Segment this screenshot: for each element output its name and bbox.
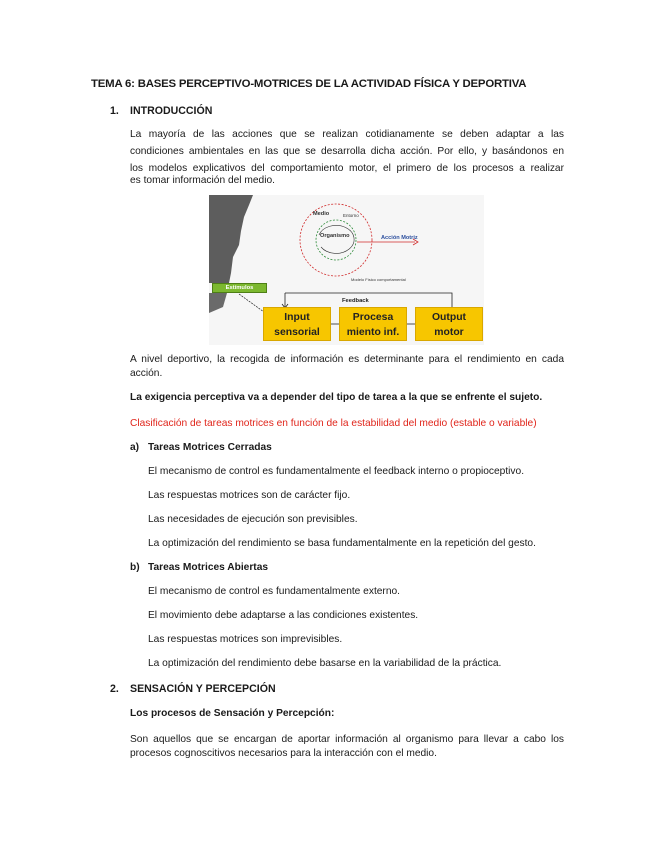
open-task-item: La optimización del rendimiento debe basarse en la variabilidad de la práctica. bbox=[148, 658, 502, 669]
intro-line-3: los modelos explicativos del comportamiento motor, el primero de los procesos a realizar bbox=[130, 163, 564, 174]
box-3-line-2: motor bbox=[434, 327, 464, 338]
closed-task-item: La optimización del rendimiento se basa fundamentalmente en la repetición del gesto. bbox=[148, 538, 536, 549]
closed-tasks-title: Tareas Motrices Cerradas bbox=[148, 442, 272, 453]
intro-line-2: condiciones ambientales en las que se desarrolla dicha acción. Por ello, y basándonos en bbox=[130, 146, 564, 157]
closed-tasks-heading bbox=[130, 442, 272, 453]
section-2-title: SENSACIÓN Y PERCEPCIÓN bbox=[130, 683, 276, 695]
box-2-line-2: miento inf. bbox=[346, 327, 400, 338]
after-figure-line-2: acción. bbox=[130, 368, 163, 379]
label-organismo: Organismo bbox=[320, 233, 350, 239]
procesamiento-box bbox=[339, 307, 407, 341]
section-1-number: 1. bbox=[110, 105, 119, 117]
section-2-number: 2. bbox=[110, 683, 119, 695]
open-tasks-title: Tareas Motrices Abiertas bbox=[148, 562, 269, 573]
box-1-line-2: sensorial bbox=[274, 327, 320, 338]
section-2-subheading: Los procesos de Sensación y Percepción: bbox=[130, 708, 335, 719]
open-task-item: El movimiento debe adaptarse a las condiciones existentes. bbox=[148, 610, 419, 621]
open-tasks-letter: b) bbox=[130, 562, 140, 573]
closed-task-item: Las respuestas motrices son de carácter fijo. bbox=[148, 490, 351, 501]
silhouette-shape-lower bbox=[209, 293, 227, 313]
section-2-line-1: Son aquellos que se encargan de aportar información al organismo para llevar a cabo los bbox=[130, 734, 564, 745]
box-2-line-1: Procesa bbox=[352, 312, 394, 323]
document-title: TEMA 6: BASES PERCEPTIVO-MOTRICES DE LA ACTIVIDAD FÍSICA Y DEPORTIVA bbox=[91, 78, 527, 90]
cycle-arrow bbox=[319, 225, 354, 253]
open-tasks-heading bbox=[130, 562, 268, 573]
red-classification-statement: Clasificación de tareas motrices en función de la estabilidad del medio (estable o variable) bbox=[130, 418, 537, 429]
estimulos-arrow bbox=[239, 294, 264, 312]
medio-circle bbox=[300, 204, 372, 276]
closed-task-item: Las necesidades de ejecución son previsibles. bbox=[148, 514, 358, 525]
estimulos-box: Estímulos bbox=[212, 283, 267, 293]
open-task-item: El mecanismo de control es fundamentalmente externo. bbox=[148, 586, 400, 597]
label-figure-caption: Modelo Físico comportamental bbox=[351, 277, 406, 282]
intro-line-4: es tomar información del medio. bbox=[130, 175, 275, 186]
section-1-title: INTRODUCCIÓN bbox=[130, 105, 213, 117]
open-task-item: Las respuestas motrices son imprevisibles. bbox=[148, 634, 343, 645]
label-medio: Medio bbox=[313, 211, 330, 217]
label-accion-motriz: Acción Motriz bbox=[381, 235, 418, 241]
section-2-line-2: procesos cognoscitivos necesarios para la interacción con el medio. bbox=[130, 748, 437, 759]
closed-task-item: El mecanismo de control es fundamentalmente el feedback interno o propioceptivo. bbox=[148, 466, 525, 477]
input-sensorial-box bbox=[263, 307, 331, 341]
box-1-line-1: Input bbox=[284, 312, 310, 323]
label-entorno: Entorno bbox=[343, 213, 359, 218]
bold-statement: La exigencia perceptiva va a depender del tipo de tarea a la que se enfrente el sujeto. bbox=[130, 392, 543, 403]
silhouette-shape bbox=[209, 195, 253, 283]
perceptive-motor-model-figure bbox=[209, 195, 484, 345]
feedback-label: Feedback bbox=[342, 298, 369, 304]
section-1-heading bbox=[110, 105, 212, 117]
closed-tasks-letter: a) bbox=[130, 442, 140, 453]
box-3-line-1: Output bbox=[431, 312, 467, 323]
after-figure-line-1: A nivel deportivo, la recogida de información es determinante para el rendimiento en cada bbox=[130, 354, 564, 365]
intro-line-1: La mayoría de las acciones que se realizan cotidianamente se deben adaptar a las bbox=[130, 129, 564, 140]
section-2-heading bbox=[110, 683, 276, 695]
output-motor-box bbox=[415, 307, 483, 341]
organismo-circle bbox=[316, 220, 356, 260]
